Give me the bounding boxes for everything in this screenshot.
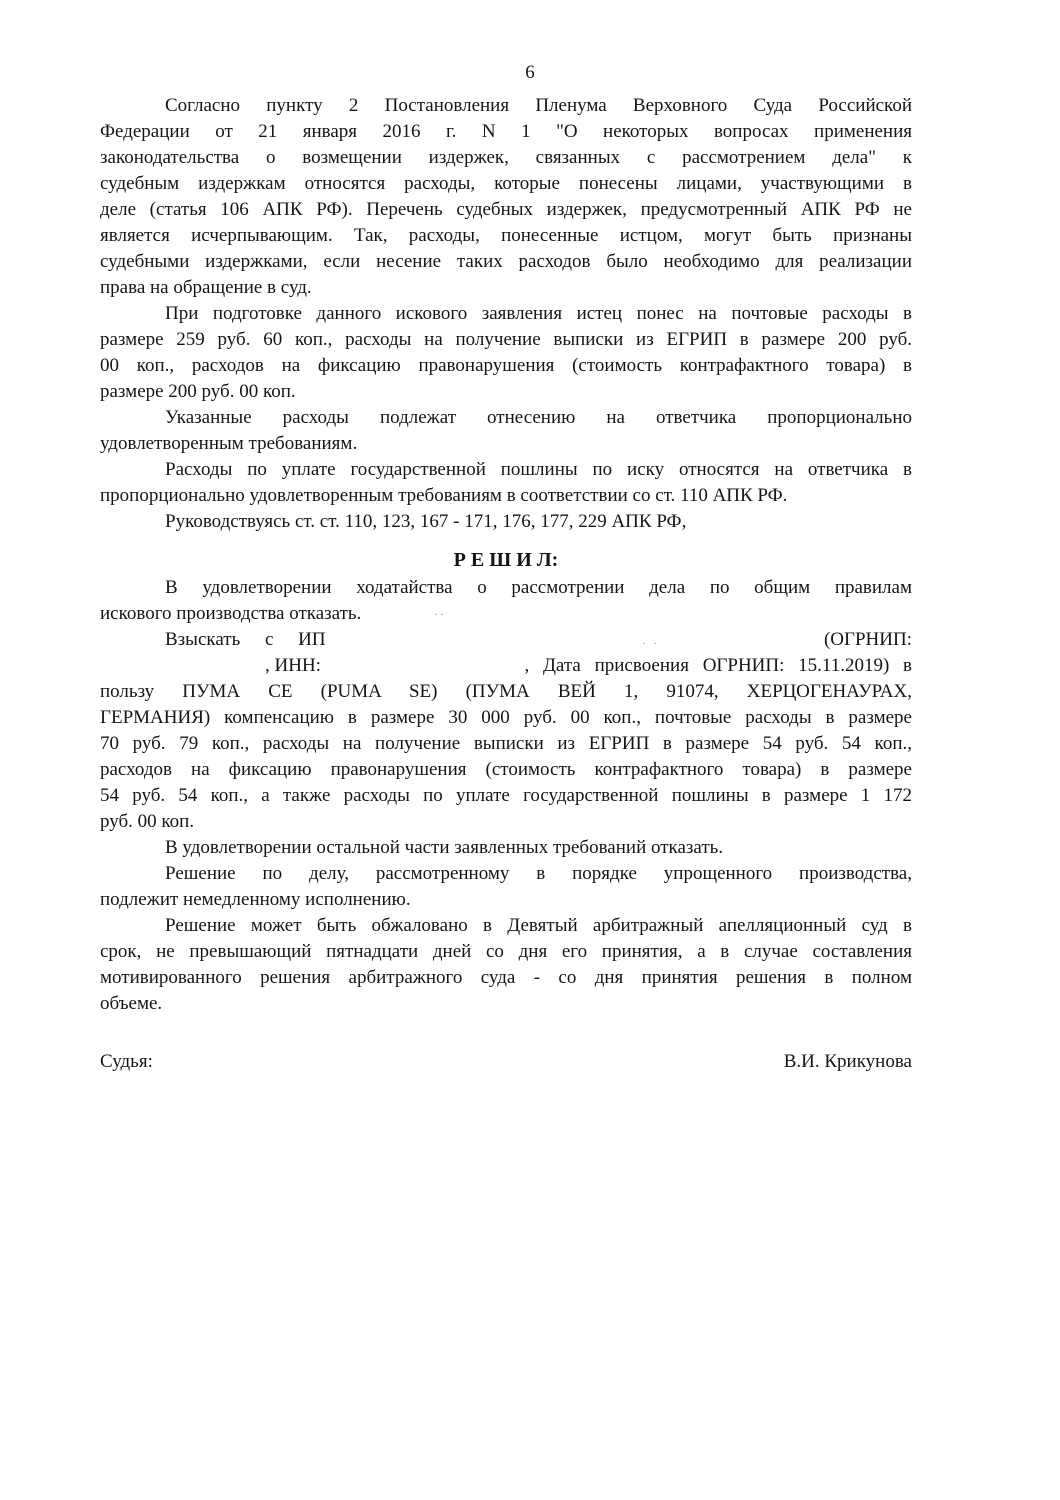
text-line: руб. 00 коп.: [100, 811, 195, 832]
decision-heading: Р Е Ш И Л:: [453, 549, 559, 571]
redaction-artifact: ..: [435, 607, 446, 618]
text-line: При подготовке данного искового заявления истец понес на почтовые расходы в: [165, 303, 912, 324]
text-line: 70 руб. 79 коп., расходы на получение выписки из ЕГРИП в размере 54 руб. 54 коп.,: [100, 733, 912, 754]
text-line: В удовлетворении остальной части заявленных требований отказать.: [165, 837, 724, 858]
text-line: В удовлетворении ходатайства о рассмотрении дела по общим правилам: [165, 577, 912, 598]
text-line: Расходы по уплате государственной пошлины по иску относятся на ответчика в: [165, 459, 912, 480]
text-line: удовлетворенным требованиям.: [100, 433, 358, 454]
text-line: [100, 627, 912, 653]
text-line: деле (статья 106 АПК РФ). Перечень судебных издержек, предусмотренный АПК РФ не: [100, 199, 912, 220]
paragraph-state-duty: [100, 457, 912, 509]
text-segment: , Дата присвоения ОГРНИП: 15.11.2019) в: [524, 655, 912, 676]
page-number: 6: [525, 62, 535, 83]
text-line: пользу ПУМА СЕ (PUMA SE) (ПУМА ВЕЙ 1, 91074, ХЕРЦОГЕНАУРАХ,: [100, 681, 912, 702]
text-line: расходов на фиксацию правонарушения (стоимость контрафактного товара) в размере: [100, 759, 912, 780]
text-line: 54 руб. 54 коп., а также расходы по уплате государственной пошлины в размере 1 172: [100, 785, 912, 806]
text-line: Решение по делу, рассмотренному в порядке упрощенного производства,: [165, 863, 912, 884]
text-line: пропорционально удовлетворенным требованиям в соответствии со ст. 110 АПК РФ.: [100, 485, 788, 506]
paragraph-recovery-order: [100, 627, 912, 835]
text-line: искового производства отказать.: [100, 603, 362, 624]
paragraph-costs-incurred: [100, 301, 912, 405]
text-line: является исчерпывающим. Так, расходы, понесенные истцом, могут быть признаны: [100, 225, 912, 246]
paragraph-motion-denied: [100, 575, 912, 627]
text-line: права на обращение в суд.: [100, 277, 312, 298]
text-line: подлежит немедленному исполнению.: [100, 889, 411, 910]
paragraph-costs-allocation: [100, 405, 912, 457]
text-line: объеме.: [100, 993, 163, 1014]
signature-row: [100, 1049, 912, 1075]
paragraph-legal-basis: [100, 93, 912, 301]
text-line: размере 259 руб. 60 коп., расходы на получение выписки из ЕГРИП в размере 200 руб.: [100, 329, 912, 350]
text-line: размере 200 руб. 00 коп.: [100, 381, 296, 402]
text-line: Согласно пункту 2 Постановления Пленума Верховного Суда Российской: [165, 95, 912, 116]
paragraph-immediate-execution: [100, 861, 912, 913]
text-line: ГЕРМАНИЯ) компенсацию в размере 30 000 руб. 00 коп., почтовые расходы в размере: [100, 707, 912, 728]
text-line: Руководствуясь ст. ст. 110, 123, 167 - 171, 176, 177, 229 АПК РФ,: [165, 511, 687, 532]
text-line: законодательства о возмещении издержек, связанных с рассмотрением дела" к: [100, 147, 912, 168]
text-segment: , ИНН:: [265, 655, 321, 676]
judge-label: Судья:: [100, 1051, 153, 1072]
text-line: судебными издержками, если несение таких расходов было необходимо для реализации: [100, 251, 912, 272]
text-line: судебным издержкам относятся расходы, которые понесены лицами, участвующими в: [100, 173, 912, 194]
text-line: срок, не превышающий пятнадцати дней со дня его принятия, а в случае составления: [100, 941, 912, 962]
text-line: 00 коп., расходов на фиксацию правонарушения (стоимость контрафактного товара) в: [100, 355, 912, 376]
judge-name: В.И. Крикунова: [783, 1051, 912, 1072]
paragraph-appeal-procedure: [100, 913, 912, 1017]
text-line: Федерации от 21 января 2016 г. N 1 "О некоторых вопросах применения: [100, 121, 912, 142]
text-line: Решение может быть обжаловано в Девятый арбитражный апелляционный суд в: [165, 915, 912, 936]
text-line: мотивированного решения арбитражного суда - со дня принятия решения в полном: [100, 967, 912, 988]
paragraph-guided-by: [100, 509, 912, 535]
document-body: [100, 93, 912, 1017]
text-segment: Взыскать с ИП: [165, 629, 326, 650]
paragraph-remaining-denied: [100, 835, 912, 861]
text-segment: (ОГРНИП:: [823, 629, 912, 650]
text-line: [100, 653, 912, 679]
redaction-artifact: . .: [643, 636, 660, 647]
text-line: Указанные расходы подлежат отнесению на ответчика пропорционально: [165, 407, 912, 428]
